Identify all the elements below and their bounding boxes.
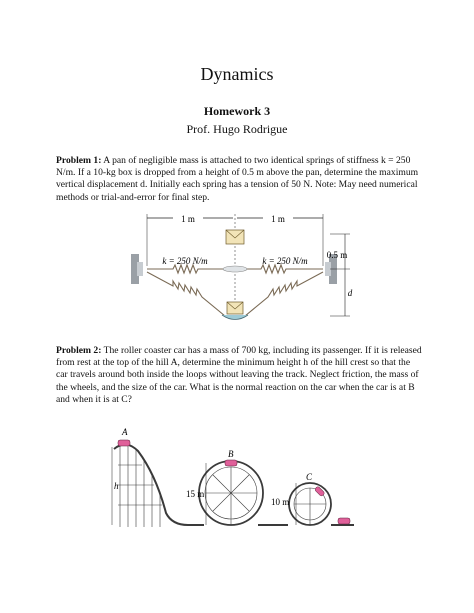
point-A-label: A xyxy=(122,427,128,437)
radius-C-label: 10 m xyxy=(271,497,290,507)
problem-2-label: Problem 2: xyxy=(56,345,102,356)
k-left-label: k = 250 N/m xyxy=(162,256,208,266)
spring-pan-figure xyxy=(125,212,355,332)
h-label: h xyxy=(114,481,119,491)
height-label: 0.5 m xyxy=(326,250,348,260)
spring-horizontal-right xyxy=(247,265,323,273)
homework-number: Homework 3 xyxy=(203,104,271,118)
document-title: Dynamics xyxy=(200,64,274,84)
problem-2-text: The roller coaster car has a mass of 700 kg, including its passenger. If it is released from rest at the top of the hill A, determine the minimum height h of the hill crest so that the car travels around both inside the loops without leaving the track. Neglect friction, the mass of the wheels, and the size of the car. What is the normal reaction on the car when the car is at B and when it is at C? xyxy=(56,345,422,405)
falling-box xyxy=(226,230,244,244)
point-C-label: C xyxy=(306,472,313,482)
dim-right-label: 1 m xyxy=(271,214,285,224)
problem-1-label: Problem 1: xyxy=(56,155,102,166)
spring-deflected-left xyxy=(147,272,225,316)
k-right-label: k = 250 N/m xyxy=(262,256,308,266)
hill-scaffold xyxy=(118,445,162,527)
problem-2 xyxy=(56,345,422,406)
spring-deflected-right xyxy=(245,272,323,316)
car-at-A xyxy=(118,440,130,446)
problem-1 xyxy=(56,155,422,204)
loop-B xyxy=(199,460,263,525)
displacement-label: d xyxy=(347,288,353,298)
point-B-label: B xyxy=(228,449,234,459)
problem-1-text: A pan of negligible mass is attached to two identical springs of stiffness k = 250 N/m. If a 10-kg box is dropped from a height of 0.5 m above the pan, determine the maximum vertical displacement d. Initially each spring has a tension of 50 N. Note: May need numerical methods or trial-and-error for final step. xyxy=(56,155,419,203)
loop-C xyxy=(289,483,331,525)
author-name: Prof. Hugo Rodrigue xyxy=(186,122,288,136)
left-wall xyxy=(131,254,143,284)
pan-with-box xyxy=(222,302,248,320)
dim-left-label: 1 m xyxy=(181,214,195,224)
roller-coaster-figure xyxy=(108,425,358,535)
spring-horizontal-left xyxy=(147,265,223,273)
radius-B-label: 15 m xyxy=(186,489,205,499)
car-exit xyxy=(338,518,350,524)
